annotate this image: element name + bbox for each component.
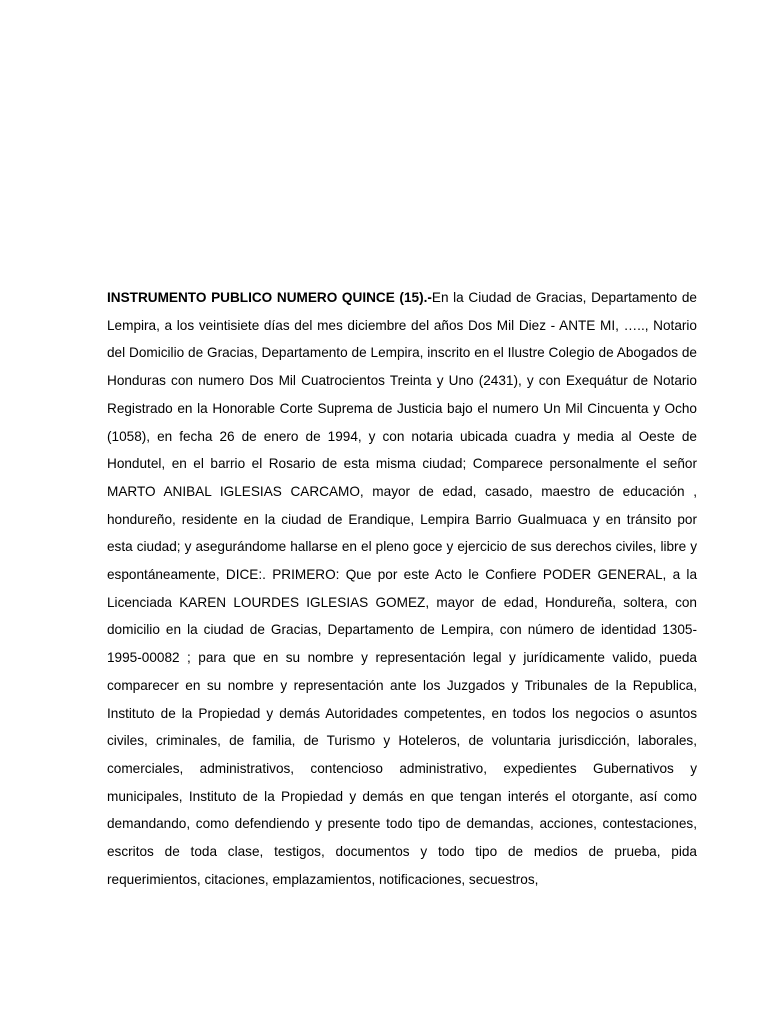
document-paragraph <box>107 284 697 893</box>
document-heading: INSTRUMENTO PUBLICO NUMERO QUINCE (15).- <box>107 290 432 305</box>
document-body-text: En la Ciudad de Gracias, Departamento de Lempira, a los veintisiete días del mes diciembre del años Dos Mil Diez - ANTE MI, ….., Notario del Domicilio de Gracias, Departamento de Lempira, inscrito en el Ilustre Colegio de Abogados de Honduras con numero Dos Mil Cuatrocientos Treinta y Uno (2431), y con Exequátur de Notario Registrado en la Honorable Corte Suprema de Justicia bajo el numero Un Mil Cincuenta y Ocho (1058), en fecha 26 de enero de 1994, y con notaria ubicada cuadra y media al Oeste de Hondutel, en el barrio el Rosario de esta misma ciudad; Comparece personalmente el señor MARTO ANIBAL IGLESIAS CARCAMO, mayor de edad, casado, maestro de educación , hondureño, residente en la ciudad de Erandique, Lempira Barrio Gualmuaca y en tránsito por esta ciudad; y asegurándome hallarse en el pleno goce y ejercicio de sus derechos civiles, libre y espontáneamente, DICE:. PRIMERO: Que por este Acto le Confiere PODER GENERAL, a la Licenciada KAREN LOURDES IGLESIAS GOMEZ, mayor de edad, Hondureña, soltera, con domicilio en la ciudad de Gracias, Departamento de Lempira, con número de identidad 1305-1995-00082 ; para que en su nombre y representación legal y jurídicamente valido, pueda comparecer en su nombre y representación ante los Juzgados y Tribunales de la Republica, Instituto de la Propiedad y demás Autoridades competentes, en todos los negocios o asuntos civiles, criminales, de familia, de Turismo y Hoteleros, de voluntaria jurisdicción, laborales, comerciales, administrativos, contencioso administrativo, expedientes Gubernativos y municipales, Instituto de la Propiedad y demás en que tengan interés el otorgante, así como demandando, como defendiendo y presente todo tipo de demandas, acciones, contestaciones, escritos de toda clase, testigos, documentos y todo tipo de medios de prueba, pida requerimientos, citaciones, emplazamientos, notificaciones, secuestros, <box>107 290 697 887</box>
